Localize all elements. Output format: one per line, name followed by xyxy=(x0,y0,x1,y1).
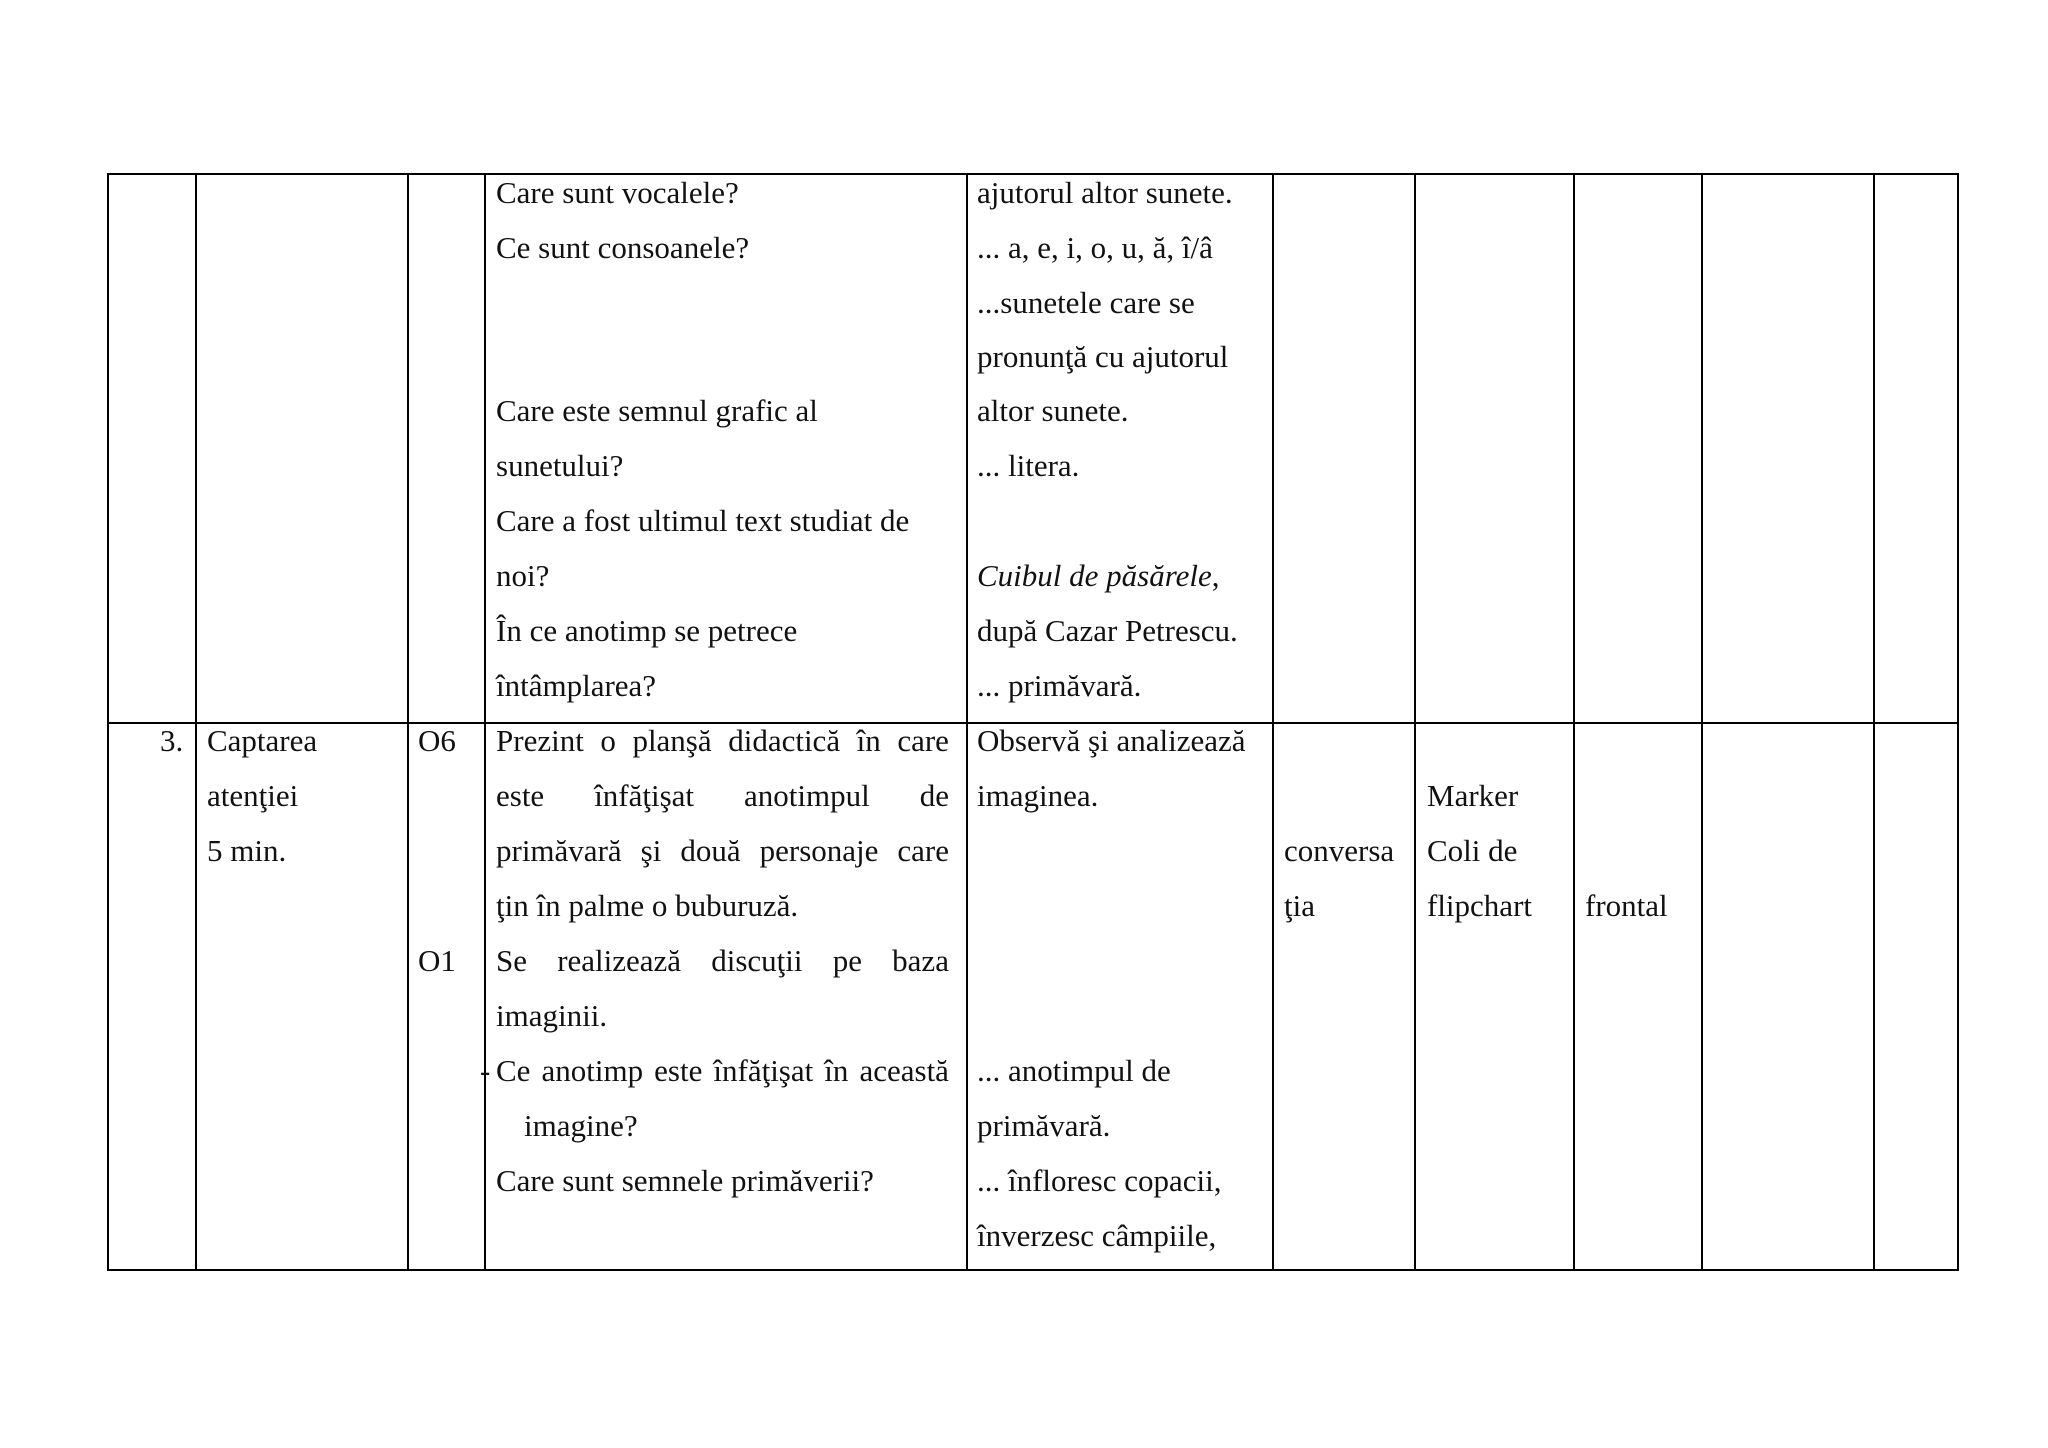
word: înfăţişat xyxy=(713,1053,814,1088)
word: şi xyxy=(640,833,662,868)
word: este xyxy=(654,1053,703,1088)
text-title: Cuibul de păsărele xyxy=(977,558,1212,593)
teacher-justified-line xyxy=(496,721,949,761)
teacher-line: Care a fost ultimul text studiat de xyxy=(496,503,910,538)
word: această xyxy=(859,1053,949,1088)
word: primăvară xyxy=(496,833,622,868)
text-title-comma: , xyxy=(1211,558,1220,593)
teacher-line: sunetului? xyxy=(496,448,624,483)
text-title-line xyxy=(977,556,1220,596)
method-line: ţia xyxy=(1284,888,1315,923)
teacher-line: ţin în palme o buburuză. xyxy=(496,888,799,923)
student-line: altor sunete. xyxy=(977,393,1129,428)
word: didactică xyxy=(728,723,841,758)
student-line: ... înfloresc copacii, xyxy=(977,1163,1222,1198)
word: Prezint xyxy=(496,723,584,758)
step-number: 3. xyxy=(160,723,184,758)
objective-code: O1 xyxy=(418,943,456,978)
list-dash: - xyxy=(480,1053,491,1088)
teacher-line: Care sunt semnele primăverii? xyxy=(496,1163,874,1198)
student-line: ... litera. xyxy=(977,448,1080,483)
organization-form: frontal xyxy=(1585,888,1668,923)
student-line: primăvară. xyxy=(977,1108,1111,1143)
word: anotimp xyxy=(541,1053,644,1088)
student-line: ajutorul altor sunete. xyxy=(977,175,1233,210)
word: anotimpul xyxy=(744,778,870,813)
teacher-line: Care este semnul grafic al xyxy=(496,393,818,428)
word: care xyxy=(897,723,949,758)
word: baza xyxy=(892,943,949,978)
word: înfăţişat xyxy=(594,778,695,813)
objective-code: O6 xyxy=(418,723,456,758)
student-line: ... a, e, i, o, u, ă, î/â xyxy=(977,230,1213,265)
word: în xyxy=(856,723,881,758)
teacher-line: întâmplarea? xyxy=(496,668,657,703)
teacher-justified-line xyxy=(496,941,949,981)
word: pe xyxy=(832,943,862,978)
word: discuţii xyxy=(711,943,803,978)
word: de xyxy=(919,778,949,813)
teacher-justified-line xyxy=(496,776,949,816)
resource-line: flipchart xyxy=(1427,888,1533,923)
method-line: conversa xyxy=(1284,833,1395,868)
student-line: după Cazar Petrescu. xyxy=(977,613,1238,648)
word: în xyxy=(824,1053,849,1088)
student-line: înverzesc câmpiile, xyxy=(977,1218,1217,1253)
word: o xyxy=(600,723,616,758)
stage-line: Captarea xyxy=(207,723,318,758)
resource-line: Coli de xyxy=(1427,833,1518,868)
teacher-justified-line xyxy=(496,1051,949,1091)
resource-line: Marker xyxy=(1427,778,1519,813)
student-line: Observă şi analizează xyxy=(977,723,1246,758)
word: două xyxy=(680,833,741,868)
teacher-line: Ce sunt consoanele? xyxy=(496,230,750,265)
student-line: ... primăvară. xyxy=(977,668,1142,703)
student-line: ... anotimpul de xyxy=(977,1053,1171,1088)
word: Se xyxy=(496,943,527,978)
student-line: imaginea. xyxy=(977,778,1099,813)
word: Ce xyxy=(496,1053,531,1088)
teacher-line: noi? xyxy=(496,558,550,593)
word: care xyxy=(897,833,949,868)
stage-line: atenţiei xyxy=(207,778,299,813)
word: personaje xyxy=(759,833,879,868)
teacher-line: În ce anotimp se petrece xyxy=(496,613,798,648)
student-line: ...sunetele care se xyxy=(977,285,1195,320)
word: planşă xyxy=(632,723,712,758)
word: realizează xyxy=(557,943,682,978)
student-line: pronunţă cu ajutorul xyxy=(977,339,1229,374)
teacher-line: Care sunt vocalele? xyxy=(496,175,739,210)
teacher-line: imaginii. xyxy=(496,998,608,1033)
stage-duration: 5 min. xyxy=(207,833,287,868)
teacher-justified-line xyxy=(496,831,949,871)
word: este xyxy=(496,778,545,813)
teacher-line: imagine? xyxy=(524,1108,638,1143)
